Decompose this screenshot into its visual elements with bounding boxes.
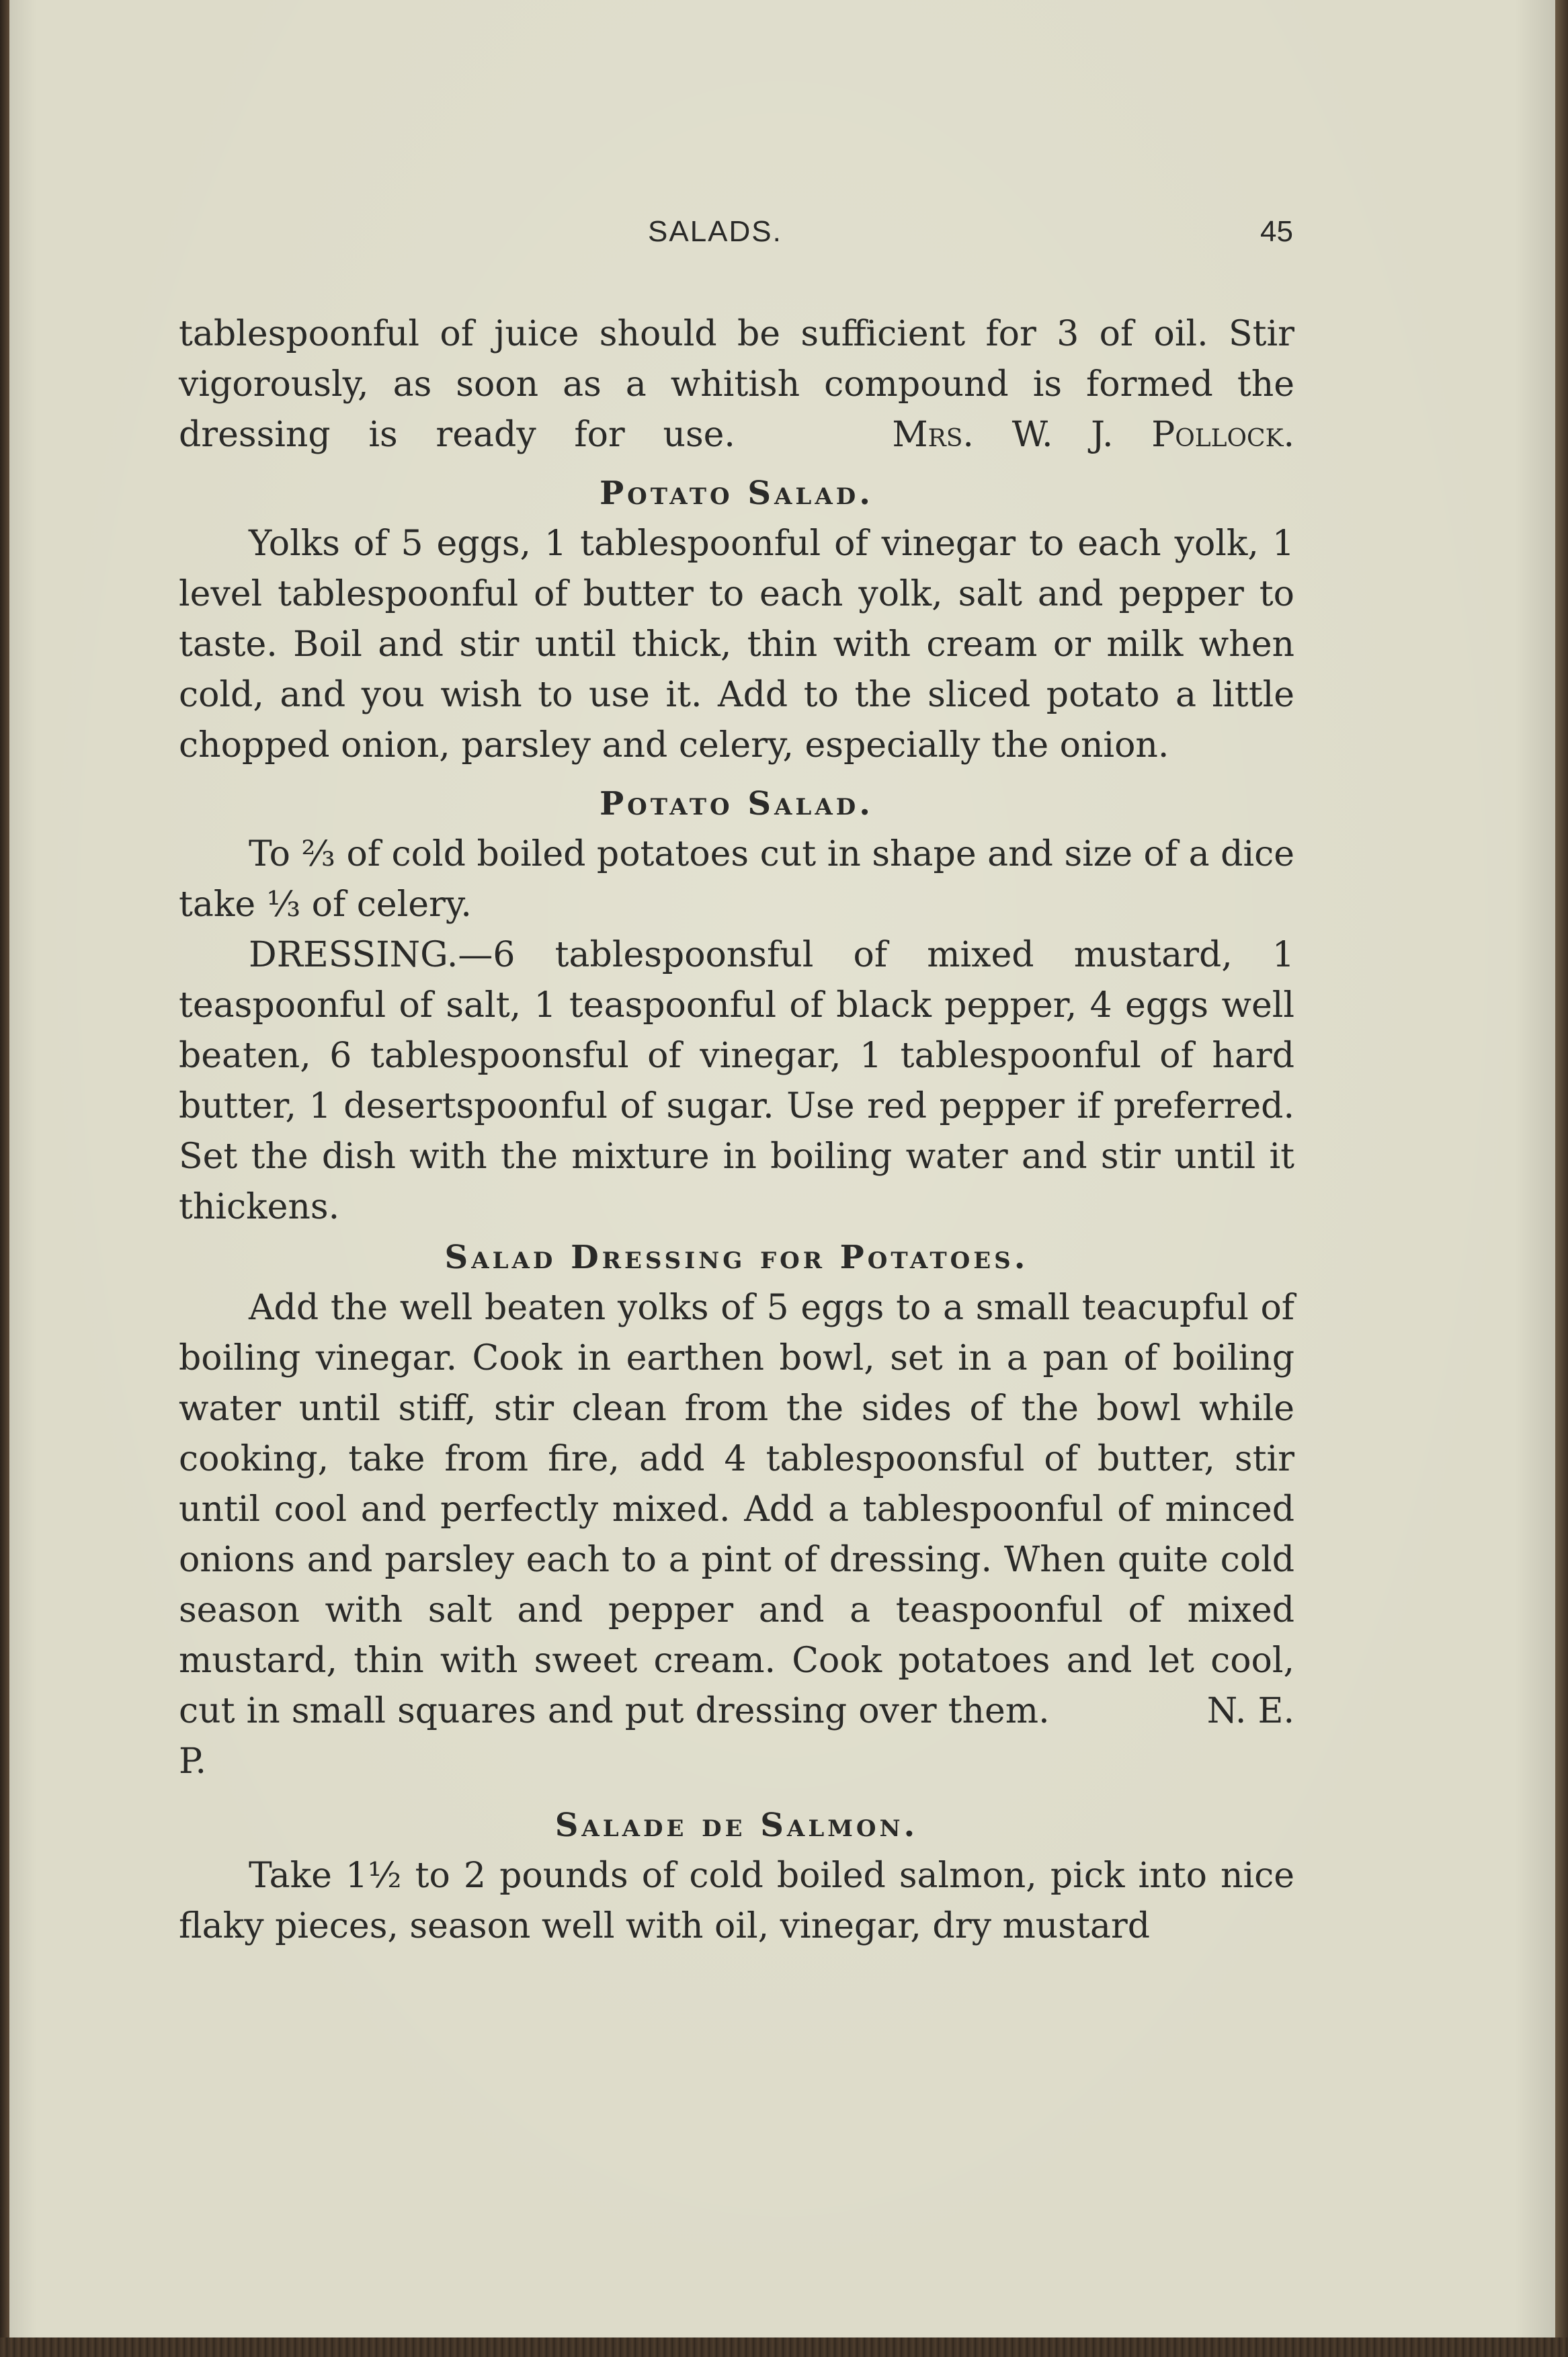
page-bottom-edge: [0, 2338, 1568, 2357]
running-head-title: SALADS.: [648, 215, 782, 248]
recipe-body-salade-de-salmon: Take 1½ to 2 pounds of cold boiled salmon, pick into nice flaky pieces, season well with oil, vinegar, dry mustard: [179, 1856, 1294, 1946]
recipe-title-salad-dressing: Salad Dressing for Potatoes.: [444, 1239, 1029, 1276]
book-spine: [0, 0, 9, 2357]
page-number: 45: [1260, 215, 1293, 248]
recipe-body-salad-dressing: [179, 1283, 1294, 1787]
recipe-title-potato-salad-2: Potato Salad.: [600, 785, 874, 823]
recipe-title-potato-salad-1: Potato Salad.: [600, 474, 874, 512]
intro-signature: Mrs. W. J. Pollock.: [892, 415, 1295, 455]
recipe-title-salade-de-salmon: Salade de Salmon.: [554, 1807, 919, 1844]
intro-text: tablespoonful of juice should be sufficient for 3 of oil. Stir vigorously, as soon as a whitish compound is formed the dressing is ready for use.: [179, 314, 1294, 455]
recipe-signature-salad-dressing: N. E. P.: [179, 1691, 1294, 1782]
recipe-dressing-potato-salad-2: DRESSING.—6 tablespoonsful of mixed mustard, 1 teaspoonful of salt, 1 teaspoonful of black pepper, 4 eggs well beaten, 6 tablespoonsful of vinegar, 1 tablespoonful of hard butter, 1 desertspoonful of sugar. Use red pepper if preferred. Set the dish with the mixture in boiling water and stir until it thickens.: [179, 935, 1294, 1227]
running-head: [177, 215, 1293, 269]
recipe-body-potato-salad-2: To ⅔ of cold boiled potatoes cut in shape and size of a dice take ⅓ of celery.: [179, 834, 1294, 925]
recipe-body-potato-salad-1: Yolks of 5 eggs, 1 tablespoonful of vinegar to each yolk, 1 level tablespoonful of butter to each yolk, salt and pepper to taste. Boil and stir until thick, thin with cream or milk when cold, and you wish to use it. Add to the sliced potato a little chopped onion, parsley and celery, especially the onion.: [179, 524, 1294, 766]
intro-paragraph: [179, 309, 1294, 460]
page-right-edge: [1555, 0, 1568, 2357]
book-page: [9, 0, 1555, 2338]
page-content: [179, 309, 1294, 1952]
recipe-text-salad-dressing: Add the well beaten yolks of 5 eggs to a small teacupful of boiling vinegar. Cook in earthen bowl, set in a pan of boiling water until stiff, stir clean from the sides of the bowl while cooking, take from fire, add 4 tablespoonsful of butter, stir until cool and perfectly mixed. Add a tablespoonful of minced onions and parsley each to a pint of dressing. When quite cold season with salt and pepper and a teaspoonful of mixed mustard, thin with sweet cream. Cook potatoes and let cool, cut in small squares and put dressing over them.: [179, 1288, 1294, 1731]
